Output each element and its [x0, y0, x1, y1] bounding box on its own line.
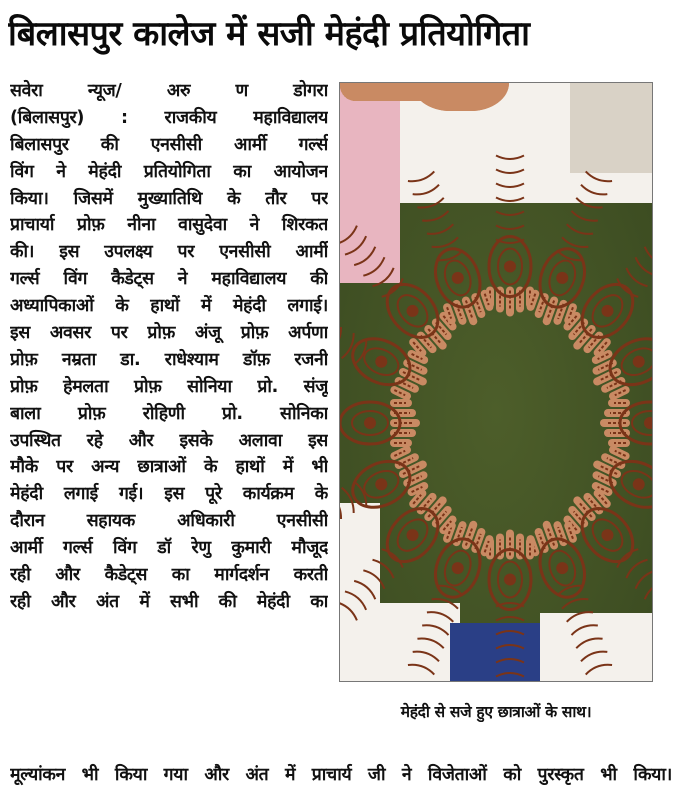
- article-body-line: गर्ल्स विंग कैडेट्स ने महाविद्यालय की: [10, 269, 328, 290]
- article-body-column: [10, 78, 328, 616]
- article-body-line: आर्मी गर्ल्स विंग डॉ रेणु कुमारी मौजूद: [10, 538, 328, 559]
- photo-caption: मेहंदी से सजे हुए छात्राओं के साथ।: [400, 703, 592, 721]
- article-body-line: मेहंदी लगाई गई। इस पूरे कार्यक्रम के: [10, 484, 328, 505]
- article-body-line: प्रोफ़ नम्रता डा. राधेश्याम डॉफ़ रजनी: [10, 349, 328, 370]
- article-body-line: उपस्थित रहे और इसके अलावा इस: [10, 430, 328, 451]
- article-body-line: की। इस उपलक्ष्य पर एनसीसी आर्मी: [10, 242, 328, 263]
- article-body-line: दौरान सहायक अधिकारी एनसीसी: [10, 511, 328, 532]
- article-body-line: रही और अंत में सभी की मेहंदी का: [10, 591, 328, 612]
- article-last-line: मूल्यांकन भी किया गया और अंत में प्राचार्य जी ने विजेताओं को पुरस्कृत भी किया।: [10, 765, 672, 785]
- article-body-line: सवेरा न्यूज/ अरु ण डोगरा: [10, 81, 328, 101]
- article-body-line: बिलासपुर की एनसीसी आर्मी गर्ल्स: [10, 134, 328, 155]
- article-body-line: बाला प्रोफ़ रोहिणी प्रो. सोनिका: [10, 403, 328, 424]
- headline: बिलासपुर कालेज में सजी मेहंदी प्रतियोगिता: [8, 14, 530, 54]
- article-body-line: प्राचार्या प्रोफ़ नीना वासुदेवा ने शिरकत: [10, 215, 328, 236]
- article-body-line: इस अवसर पर प्रोफ़ अंजू प्रोफ़ अर्पणा: [10, 323, 328, 344]
- article-body-line: अध्यापिकाओं के हाथों में मेहंदी लगाई।: [10, 296, 328, 317]
- article-body-line: प्रोफ़ हेमलता प्रोफ़ सोनिया प्रो. संजू: [10, 376, 328, 397]
- article-body-line: मौके पर अन्य छात्राओं के हाथों में भी: [10, 457, 328, 478]
- article-body-line: (बिलासपुर) : राजकीय महाविद्यालय: [10, 107, 328, 128]
- article-body-line: किया। जिसमें मुख्यातिथि के तौर पर: [10, 188, 328, 209]
- article-body-line: रही और कैडेट्स का मार्गदर्शन करती: [10, 565, 328, 586]
- mehndi-hands-photo: [339, 82, 653, 682]
- article-body-line: विंग ने मेहंदी प्रतियोगिता का आयोजन: [10, 161, 328, 182]
